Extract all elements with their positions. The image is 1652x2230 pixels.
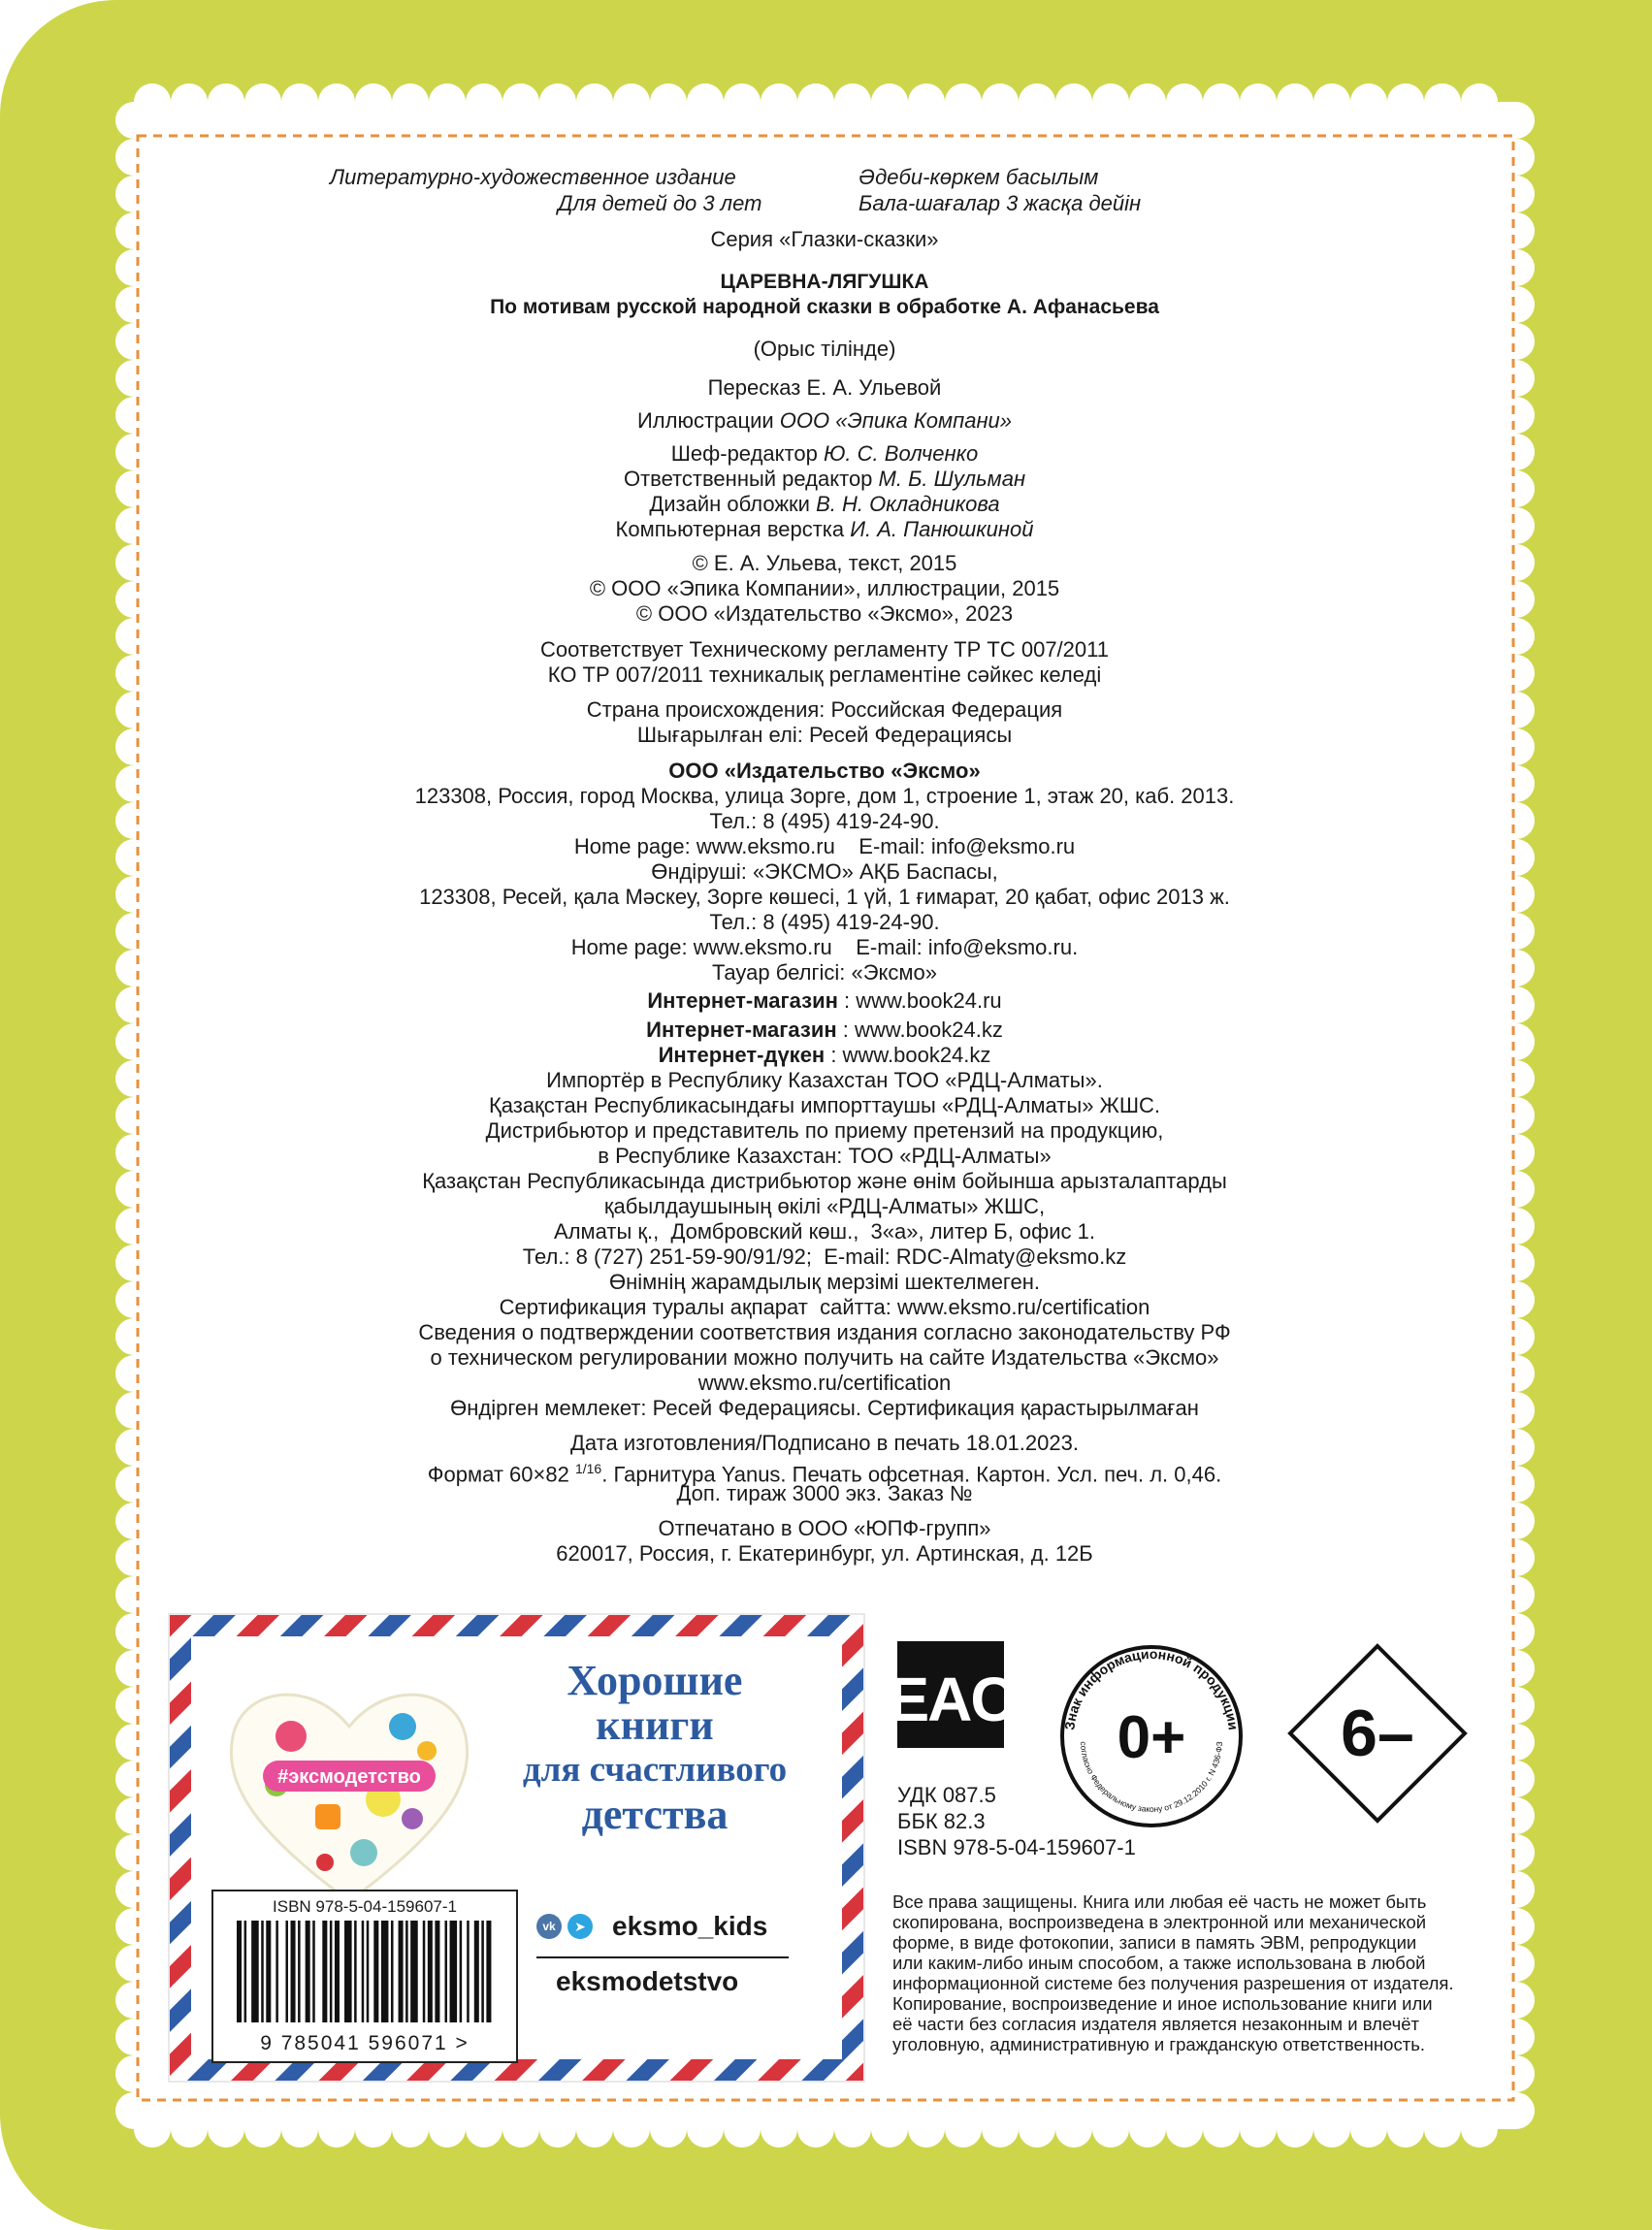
barcode-bar (435, 1921, 439, 2022)
rights-line: её части без согласия издателя является незаконным и влечёт (892, 2014, 1420, 2034)
publisher-line: Өндіруші: «ЭКСМО» АҚБ Баспасы, (651, 859, 998, 884)
distribution-line: www.eksmo.ru/certification (697, 1371, 952, 1395)
origin-line: Страна происхождения: Российская Федерация (586, 697, 1063, 722)
barcode-bar (481, 1921, 484, 2022)
barcode-bar (237, 1921, 242, 2022)
info-sign-bottom: согласно Федеральному закону от 29.12.2010 г. N 436-ФЗ (1078, 1741, 1225, 1815)
age-kz: Бала-шағалар 3 жасқа дейін (858, 191, 1142, 215)
publisher-line: Home page: www.eksmo.ru E-mail: info@eksmo.ru. (570, 935, 1079, 959)
distribution-line: Тел.: 8 (727) 251-59-90/91/92; E-mail: RDC-Almaty@eksmo.kz (522, 1244, 1127, 1269)
barcode-bar (266, 1921, 271, 2022)
barcode-bar (428, 1921, 433, 2022)
barcode-bar (460, 1921, 463, 2022)
copyright-line: © ООО «Эпика Компании», иллюстрации, 2015 (589, 576, 1060, 600)
age-rating: 0+ (1117, 1704, 1186, 1771)
bbk: ББК 82.3 (897, 1809, 986, 1833)
barcode-bar (423, 1921, 426, 2022)
distribution-line: Өндірген мемлекет: Ресей Федерациясы. Сертификация қарастырылмаған (450, 1396, 1199, 1420)
barcode-bar (474, 1921, 479, 2022)
publisher-line: Тауар белгісі: «Эксмо» (711, 960, 937, 985)
age-diamond-text: 6– (1341, 1697, 1414, 1770)
barcode-bar (291, 1921, 296, 2022)
credit-layout: Компьютерная верстка И. А. Панюшкиной (615, 517, 1034, 541)
barcode-bar (399, 1921, 404, 2022)
rights-line: или каким-либо иным способом, а также использована в любой (892, 1953, 1426, 1973)
copyright-line: © Е. А. Ульева, текст, 2015 (692, 551, 957, 575)
barcode-bar (312, 1921, 315, 2022)
rights-line: скопирована, воспроизведена в электронной или механической (892, 1912, 1427, 1932)
age-diamond (1285, 1641, 1470, 1826)
barcode-bar (486, 1921, 491, 2022)
heart-illustration (218, 1668, 480, 1911)
distribution-line: Қазақстан Республикасындағы импорттаушы «РДЦ-Алматы» ЖШС. (488, 1093, 1161, 1117)
distribution-line: Қазақстан Республикасында дистрибьютор және өнім бойынша арызталаптарды (422, 1169, 1227, 1193)
distribution-line: қабылдаушының өкілі «РДЦ-Алматы» ЖШС, (603, 1194, 1046, 1218)
slogan-line: детства (581, 1791, 729, 1838)
telegram-icon[interactable]: ➤ (567, 1914, 593, 1939)
genre-ru: Литературно-художественное издание (330, 165, 736, 189)
distribution-line: Өнімнің жарамдылық мерзімі шектелмеген. (609, 1270, 1040, 1294)
distribution-line: Сертификация туралы ақпарат сайтта: www.eksmo.ru/certification (499, 1295, 1150, 1319)
barcode-box (211, 1890, 518, 2063)
credit-cover-design: Дизайн обложки В. Н. Окладникова (649, 492, 1000, 516)
publisher-name: ООО «Издательство «Эксмо» (668, 759, 981, 783)
social-row (536, 1911, 767, 1942)
rights-line: информационной системе без получения разрешения от издателя. (892, 1973, 1454, 1993)
publisher-line: Тел.: 8 (495) 419-24-90. (709, 910, 940, 934)
print-format: Формат 60×82 $^{1/16}$. Гарнитура Yanus. Печать офсетная. Картон. Усл. печ. л. 0,46. (427, 1461, 1222, 1487)
publisher-line: Тел.: 8 (495) 419-24-90. (709, 809, 940, 833)
distribution-line: Алматы қ., Домбровский көш., 3«а», литер Б, офис 1. (554, 1219, 1095, 1244)
eac-text: EAC (888, 1664, 1014, 1734)
series: Серия «Глазки-сказки» (710, 227, 939, 251)
regulation-line: Соответствует Техническому регламенту ТР ТС 007/2011 (540, 637, 1109, 662)
slogan-line: книги (596, 1701, 714, 1749)
copyright-line: © ООО «Издательство «Эксмо», 2023 (635, 601, 1014, 626)
barcode-bar (405, 1921, 408, 2022)
origin-line: Шығарылған елі: Ресей Федерациясы (636, 723, 1013, 747)
barcode-isbn: ISBN 978-5-04-159607-1 (273, 1897, 457, 1916)
barcode-bar (354, 1921, 357, 2022)
barcode-bar (362, 1921, 365, 2022)
genre-kz: Әдеби-көркем басылым (858, 165, 1099, 189)
info-sign-top: Знак информационной продукции (1061, 1645, 1242, 1731)
social-handle[interactable]: eksmo_kids (612, 1911, 768, 1941)
book-subtitle: По мотивам русской народной сказки в обработке А. Афанасьева (490, 296, 1159, 318)
credit-responsible-editor: Ответственный редактор М. Б. Шульман (623, 467, 1026, 491)
barcode-bar (444, 1921, 447, 2022)
hashtag: #эксмодетство (277, 1766, 421, 1788)
rights-line: Все права защищены. Книга или любая её часть не может быть (892, 1891, 1427, 1912)
shop-line: Интернет-магазин : www.book24.kz (646, 1018, 1003, 1042)
barcode-bar (391, 1921, 394, 2022)
barcode-bar (330, 1921, 333, 2022)
rights-line: уголовную, административную и гражданскую ответственность. (892, 2034, 1425, 2054)
rights-line: Копирование, воспроизведение и иное использование книги или (892, 1993, 1433, 2014)
imprint-text (170, 145, 1479, 1571)
barcode-bar (450, 1921, 458, 2022)
credit-chief-editor: Шеф-редактор Ю. С. Волченко (670, 441, 979, 466)
vk-icon[interactable]: vk (536, 1914, 562, 1939)
barcode-bar (244, 1921, 247, 2022)
barcode-bar (373, 1921, 378, 2022)
publisher-line: 123308, Ресей, қала Мәскеу, Зорге көшесі, 1 үй, 1 ғимарат, 20 қабат, офис 2013 ж. (419, 885, 1230, 909)
social-divider (536, 1956, 789, 1958)
print-date: Дата изготовления/Подписано в печать 18.01.2023. (570, 1431, 1079, 1455)
rights-line: форме, в виде фотокопии, записи в память ЭВМ, репродукции (892, 1932, 1417, 1953)
barcode-bar (381, 1921, 389, 2022)
rights-notice (892, 1891, 1494, 2054)
shop-line: Интернет-дүкен : www.book24.kz (658, 1043, 991, 1067)
barcode-bar (335, 1921, 340, 2022)
classification (897, 1782, 1136, 1860)
barcode-bar (306, 1921, 310, 2022)
slogan-line: для счастливого (522, 1750, 788, 1790)
distribution-line: о техническом регулировании можно получить на сайте Издательства «Эксмо» (430, 1345, 1219, 1370)
printer: Отпечатано в ООО «ЮПФ-групп» (658, 1516, 991, 1540)
distribution-line: Дистрибьютор и представитель по приему претензий на продукцию, (485, 1118, 1164, 1143)
barcode-bar (275, 1921, 278, 2022)
eac-mark (888, 1641, 1014, 1748)
barcode-digits: 9 785041 596071 > (260, 2032, 470, 2054)
barcode-bar (322, 1921, 327, 2022)
regulation-line: КО ТР 007/2011 техникалық регламентіне сәйкес келеді (547, 663, 1102, 687)
barcode-bar (467, 1921, 470, 2022)
book-title: ЦАРЕВНА-ЛЯГУШКА (720, 271, 929, 293)
udk: УДК 087.5 (897, 1783, 996, 1807)
barcode-bar (344, 1921, 352, 2022)
barcode-bar (251, 1921, 259, 2022)
barcode (237, 1921, 499, 2022)
promo-slogan (514, 1659, 795, 1837)
distribution-line: в Республике Казахстан: ТОО «РДЦ-Алматы» (598, 1144, 1052, 1168)
isbn: ISBN 978-5-04-159607-1 (897, 1835, 1136, 1859)
publisher-line: Home page: www.eksmo.ru E-mail: info@eksmo.ru (573, 834, 1076, 858)
barcode-bar (367, 1921, 370, 2022)
barcode-bar (410, 1921, 418, 2022)
publisher-line: 123308, Россия, город Москва, улица Зорге, дом 1, строение 1, этаж 20, каб. 2013. (414, 784, 1235, 808)
printer-address: 620017, Россия, г. Екатеринбург, ул. Артинская, д. 12Б (556, 1541, 1093, 1566)
slogan-line: Хорошие (567, 1657, 743, 1704)
credit-illustrations: Иллюстрации ООО «Эпика Компани» (636, 408, 1013, 433)
age-ru: Для детей до 3 лет (558, 191, 762, 215)
social-handle[interactable]: eksmodetstvo (556, 1966, 739, 1996)
print-run: Доп. тираж 3000 экз. Заказ № (676, 1481, 973, 1505)
credit-retold: Пересказ Е. А. Ульевой (707, 375, 942, 400)
marks-area (888, 1615, 1494, 2100)
distribution-line: Сведения о подтверждении соответствия издания согласно законодательству РФ (418, 1320, 1231, 1344)
barcode-bar (285, 1921, 288, 2022)
distribution-line: Импортёр в Республику Казахстан ТОО «РДЦ-Алматы». (546, 1068, 1103, 1092)
barcode-bar (298, 1921, 301, 2022)
barcode-bar (261, 1921, 264, 2022)
language-note: (Орыс тілінде) (753, 337, 896, 361)
shop-line: Интернет-магазин : www.book24.ru (647, 988, 1002, 1013)
